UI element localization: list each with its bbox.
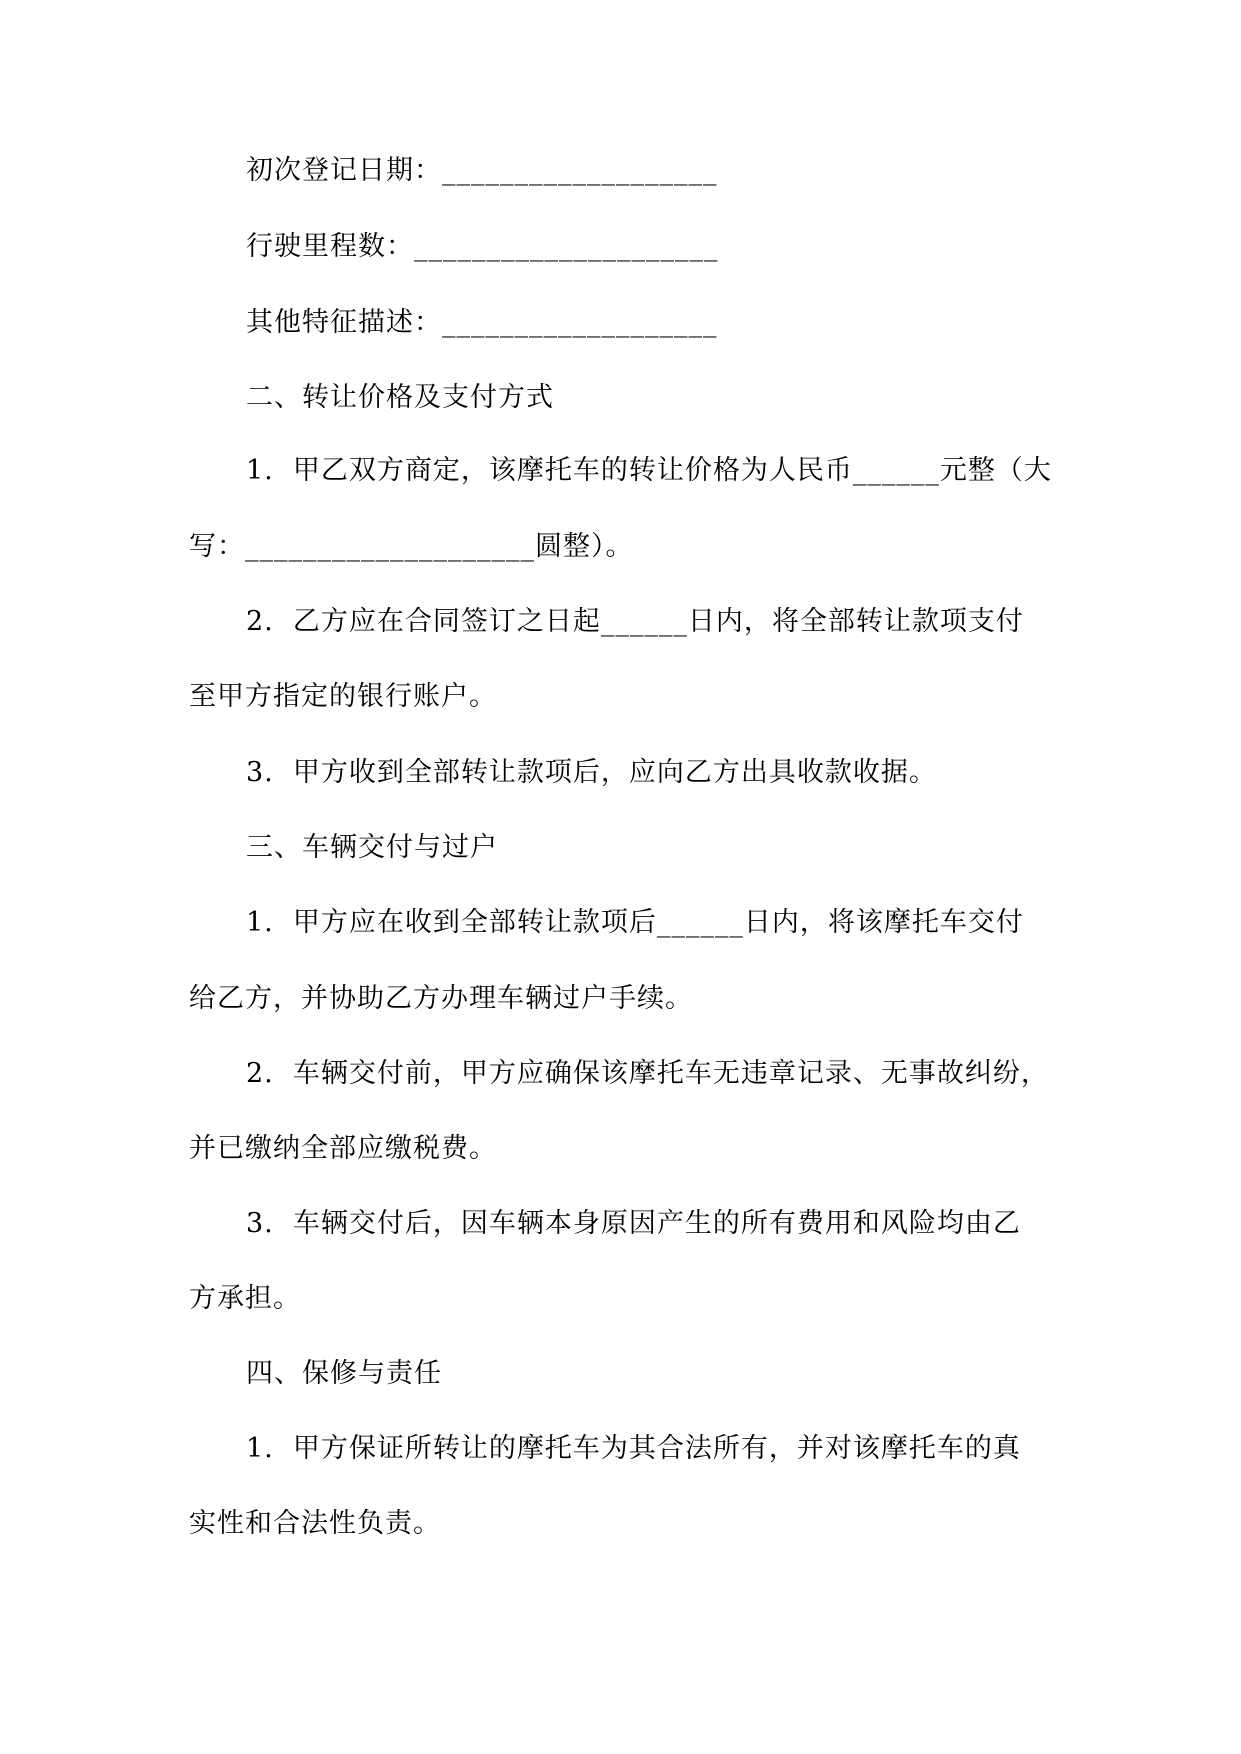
clause-delivery-1-cont: 给乙方，并协助乙方办理车辆过户手续。: [189, 983, 693, 1014]
clause-delivery-3-cont: 方承担。: [189, 1283, 301, 1314]
clause-payment-2-cont: 至甲方指定的银行账户。: [189, 681, 497, 712]
clause-warranty-1-cont: 实性和合法性负责。: [189, 1508, 441, 1539]
clause-price-1-cont: 写：____________________圆整）。: [189, 531, 634, 562]
clause-delivery-2-cont: 并已缴纳全部应缴税费。: [189, 1133, 497, 1164]
clause-receipt-3: 3. 甲方收到全部转让款项后，应向乙方出具收款收据。: [246, 757, 937, 788]
section-heading-delivery-transfer: 三、车辆交付与过户: [246, 832, 498, 863]
section-heading-warranty-liability: 四、保修与责任: [246, 1358, 442, 1389]
field-first-registration-date: 初次登记日期：___________________: [246, 155, 718, 186]
section-heading-price-payment: 二、转让价格及支付方式: [246, 382, 554, 413]
clause-payment-2: 2. 乙方应在合同签订之日起______日内，将全部转让款项支付: [246, 606, 1024, 637]
clause-delivery-3: 3. 车辆交付后，因车辆本身原因产生的所有费用和风险均由乙: [246, 1208, 1021, 1239]
clause-price-1: 1. 甲乙双方商定，该摩托车的转让价格为人民币______元整（大: [246, 455, 1052, 486]
clause-warranty-1: 1. 甲方保证所转让的摩托车为其合法所有，并对该摩托车的真: [246, 1433, 1021, 1464]
field-other-features: 其他特征描述：___________________: [246, 307, 718, 338]
field-mileage: 行驶里程数：_____________________: [246, 231, 719, 262]
clause-delivery-2: 2. 车辆交付前，甲方应确保该摩托车无违章记录、无事故纠纷，: [246, 1058, 1049, 1089]
clause-delivery-1: 1. 甲方应在收到全部转让款项后______日内，将该摩托车交付: [246, 907, 1024, 938]
